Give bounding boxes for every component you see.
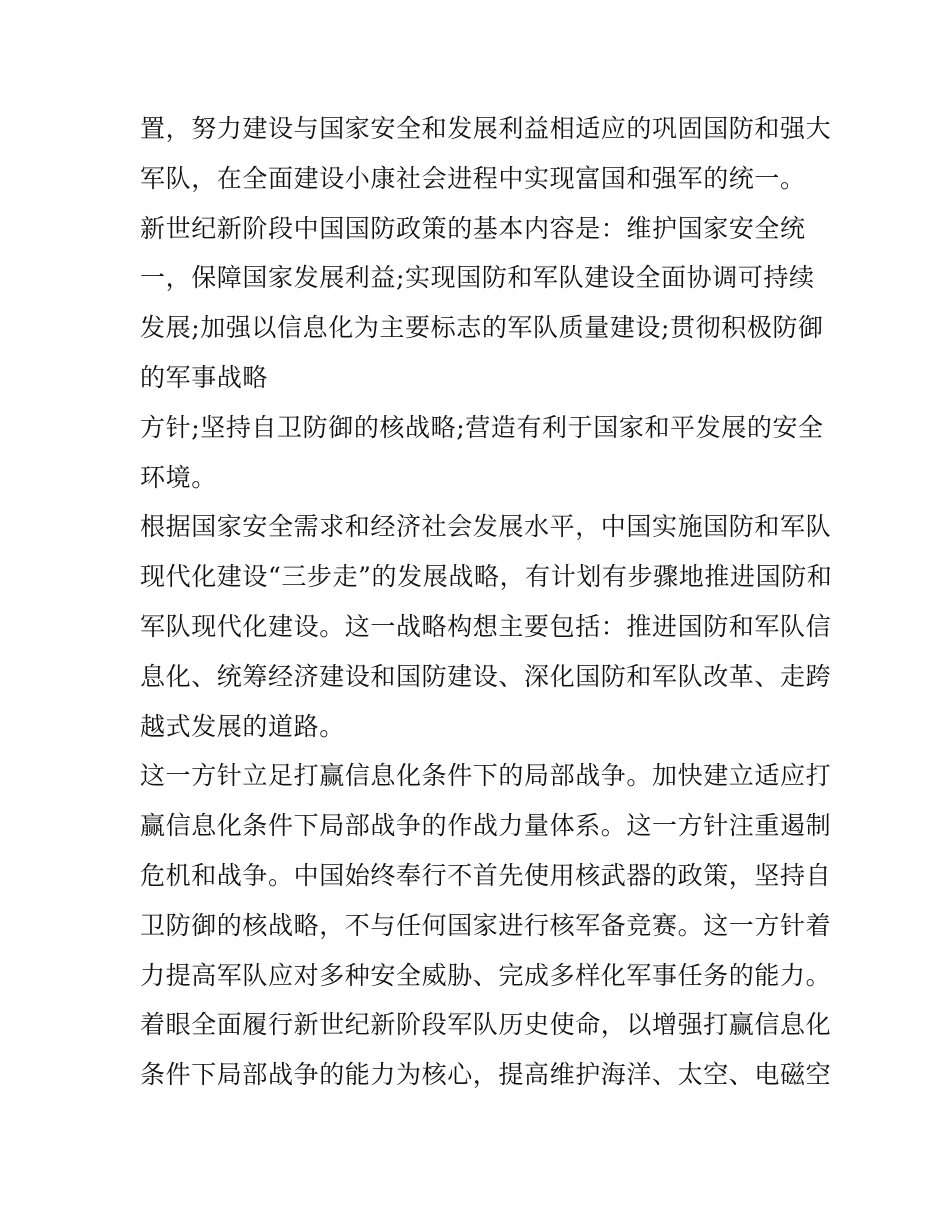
text-line: 力提高军队应对多种安全威胁、完成多样化军事任务的能力。	[140, 960, 832, 990]
text-line: 着眼全面履行新世纪新阶段军队历史使命，以增强打赢信息化	[140, 1010, 832, 1040]
text-line: 一，保障国家发展利益;实现国防和军队建设全面协调可持续	[140, 263, 815, 293]
text-line: 环境。	[140, 462, 217, 492]
text-line: 军队现代化建设。这一战略构想主要包括：推进国防和军队信	[140, 611, 832, 641]
text-line: 新世纪新阶段中国国防政策的基本内容是：维护国家安全统	[140, 213, 806, 243]
text-line: 军队，在全面建设小康社会进程中实现富国和强军的统一。	[140, 163, 806, 193]
document-body	[140, 104, 833, 1100]
text-line: 这一方针立足打赢信息化条件下的局部战争。加快建立适应打	[140, 761, 832, 791]
text-line: 越式发展的道路。	[140, 711, 345, 741]
text-line: 现代化建设“三步走”的发展战略，有计划有步骤地推进国防和	[140, 562, 833, 592]
text-line: 息化、统筹经济建设和国防建设、深化国防和军队改革、走跨	[140, 661, 832, 691]
text-line: 方针;坚持自卫防御的核战略;营造有利于国家和平发展的安全	[140, 412, 824, 442]
text-line: 根据国家安全需求和经济社会发展水平，中国实施国防和军队	[140, 512, 832, 542]
text-line: 条件下局部战争的能力为核心，提高维护海洋、太空、电磁空	[140, 1060, 832, 1090]
text-line: 危机和战争。中国始终奉行不首先使用核武器的政策，坚持自	[140, 860, 832, 890]
text-line: 发展;加强以信息化为主要标志的军队质量建设;贯彻积极防御	[140, 313, 824, 343]
text-line: 置，努力建设与国家安全和发展利益相适应的巩固国防和强大	[140, 114, 832, 143]
text-line: 卫防御的核战略，不与任何国家进行核军备竞赛。这一方针着	[140, 910, 832, 940]
text-line: 的军事战略	[140, 362, 269, 392]
text-line: 赢信息化条件下局部战争的作战力量体系。这一方针注重遏制	[140, 811, 832, 841]
